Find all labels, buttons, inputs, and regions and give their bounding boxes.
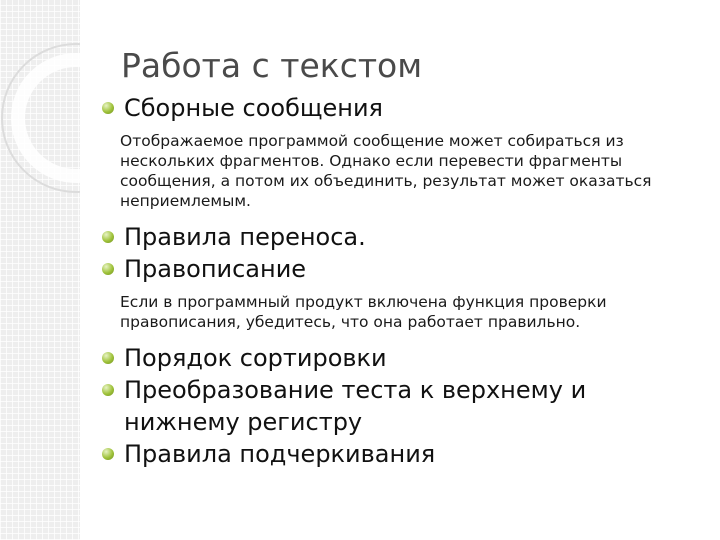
- bullet-dot-icon: [102, 102, 114, 114]
- bullet-dot-icon: [102, 352, 114, 364]
- body-paragraph: Отображаемое программой сообщение может собираться из нескольких фрагментов. Однако если перевести фрагменты сообщения, а потом их объединить, результат может оказаться неприемлемым.: [120, 132, 652, 210]
- bullet-text: Правила переноса.: [124, 223, 366, 251]
- body-paragraph: Если в программный продукт включена функция проверки правописания, убедитесь, что она работает правильно.: [120, 293, 607, 331]
- bullet-text: Преобразование теста к верхнему и нижнему регистру: [124, 376, 587, 436]
- bullet-item: [100, 438, 700, 470]
- bullet-item: [100, 92, 700, 124]
- bullet-text: Сборные сообщения: [124, 94, 383, 122]
- bullet-item: [100, 342, 700, 374]
- bullet-item: [100, 374, 700, 438]
- decorative-rings: [0, 0, 80, 540]
- bullet-item: [100, 253, 700, 285]
- bullet-text: Правила подчеркивания: [124, 440, 436, 468]
- slide-content: [100, 92, 700, 470]
- bullet-dot-icon: [102, 263, 114, 275]
- bullet-dot-icon: [102, 448, 114, 460]
- bullet-dot-icon: [102, 231, 114, 243]
- bullet-item: [100, 221, 700, 253]
- slide-title: Работа с текстом: [121, 46, 423, 85]
- bullet-dot-icon: [102, 384, 114, 396]
- bullet-text: Порядок сортировки: [124, 344, 387, 372]
- bullet-text: Правописание: [124, 255, 307, 283]
